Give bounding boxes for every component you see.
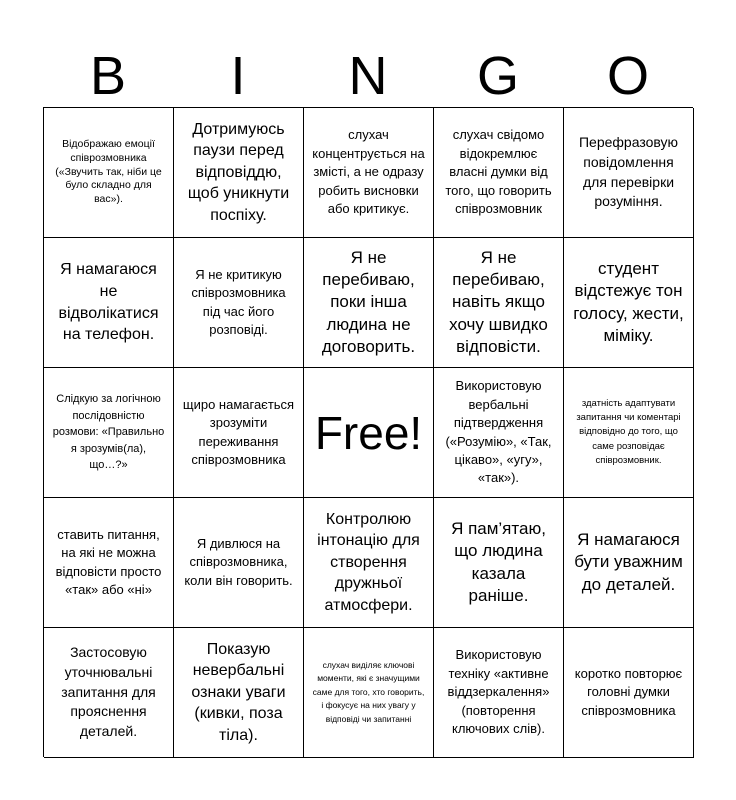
- bingo-cell[interactable]: [174, 628, 304, 758]
- cell-text: коротко повторює головні думки співрозмовника: [574, 665, 683, 718]
- bingo-cell[interactable]: [44, 108, 174, 238]
- cell-text: Показую невербальні ознаки уваги (кивки, поза тіла).: [191, 640, 286, 744]
- cell-text: Я пам’ятаю, що людина казала раніше.: [451, 519, 546, 605]
- cell-text: Перефразовую повідомлення для перевірки розуміння.: [578, 133, 679, 210]
- bingo-cell[interactable]: [434, 108, 564, 238]
- cell-text: здатність адаптувати запитання чи коментарі відповідно до того, що саме розповідає співрозмовник.: [576, 398, 681, 466]
- cell-text: Слідкую за логічною послідовністю розмови: «Правильно я зрозумів(ла), що…?»: [52, 393, 165, 472]
- cell-text: ставить питання, на які не можна відповісти просто «так» або «ні»: [55, 526, 162, 597]
- bingo-cell[interactable]: [564, 238, 694, 368]
- bingo-cell[interactable]: [304, 498, 434, 628]
- bingo-cell[interactable]: [434, 498, 564, 628]
- bingo-cell[interactable]: [174, 238, 304, 368]
- title-letter-o: O: [606, 46, 649, 106]
- cell-text: Я намагаюся бути уважним до деталей.: [574, 530, 683, 594]
- title-letter-g: G: [476, 46, 519, 106]
- bingo-cell[interactable]: [174, 368, 304, 498]
- title-letter-n: N: [348, 46, 388, 106]
- bingo-cell[interactable]: [434, 238, 564, 368]
- cell-text: Використовую вербальні підтвердження («Розумію», «Так, цікаво», «угу», «так»).: [445, 378, 552, 486]
- cell-text: слухач свідомо відокремлює власні думки від того, що говорить співрозмовник: [445, 127, 552, 217]
- bingo-grid: [43, 107, 693, 757]
- bingo-cell[interactable]: [304, 628, 434, 758]
- cell-text: Я дивлюся на співрозмовника, коли він говорить.: [184, 535, 293, 588]
- free-cell[interactable]: [304, 368, 434, 498]
- title-letter-b: B: [89, 46, 127, 106]
- cell-text: Використовую техніку «активне віддзеркалення» (повторення ключових слів).: [447, 647, 550, 737]
- cell-text: Я не критикую співрозмовника під час його розповіді.: [191, 266, 286, 337]
- bingo-cell[interactable]: [174, 498, 304, 628]
- cell-text: щиро намагається зрозуміти переживання співрозмовника: [182, 396, 295, 467]
- bingo-cell[interactable]: [434, 368, 564, 498]
- bingo-cell[interactable]: [44, 498, 174, 628]
- free-text: Free!: [314, 406, 423, 459]
- bingo-cell[interactable]: [564, 368, 694, 498]
- cell-text: студент відстежує тон голосу, жести, міміку.: [573, 259, 684, 345]
- cell-text: слухач концентрується на змісті, а не одразу робить висновки або критикує.: [312, 127, 425, 217]
- bingo-title: [43, 44, 693, 108]
- bingo-cell[interactable]: [44, 238, 174, 368]
- cell-text: Контролюю інтонацію для створення дружньої атмосфери.: [317, 510, 420, 614]
- bingo-cell[interactable]: [304, 108, 434, 238]
- cell-text: Дотримуюсь паузи перед відповіддю, щоб уникнути поспіху.: [187, 120, 290, 224]
- bingo-cell[interactable]: [44, 628, 174, 758]
- cell-text: Застосовую уточнювальні запитання для прояснення деталей.: [61, 643, 156, 740]
- bingo-cell[interactable]: [564, 108, 694, 238]
- bingo-cell[interactable]: [434, 628, 564, 758]
- cell-text: слухач виділяє ключові моменти, які є значущими саме для того, хто говорить, і фокусує на них увагу у відповіді чи запитанні: [312, 659, 425, 724]
- cell-text: Я не перебиваю, поки інша людина не договорить.: [321, 248, 416, 356]
- bingo-cell[interactable]: [44, 368, 174, 498]
- cell-text: Відображаю емоції співрозмовника («Звучить так, ніби це було складно для вас»).: [55, 137, 162, 206]
- title-letter-i: I: [230, 46, 246, 106]
- bingo-cell[interactable]: [564, 628, 694, 758]
- cell-text: Я намагаюся не відволікатися на телефон.: [58, 261, 159, 344]
- bingo-cell[interactable]: [304, 238, 434, 368]
- bingo-cell[interactable]: [564, 498, 694, 628]
- cell-text: Я не перебиваю, навіть якщо хочу швидко відповісти.: [449, 248, 548, 356]
- bingo-cell[interactable]: [174, 108, 304, 238]
